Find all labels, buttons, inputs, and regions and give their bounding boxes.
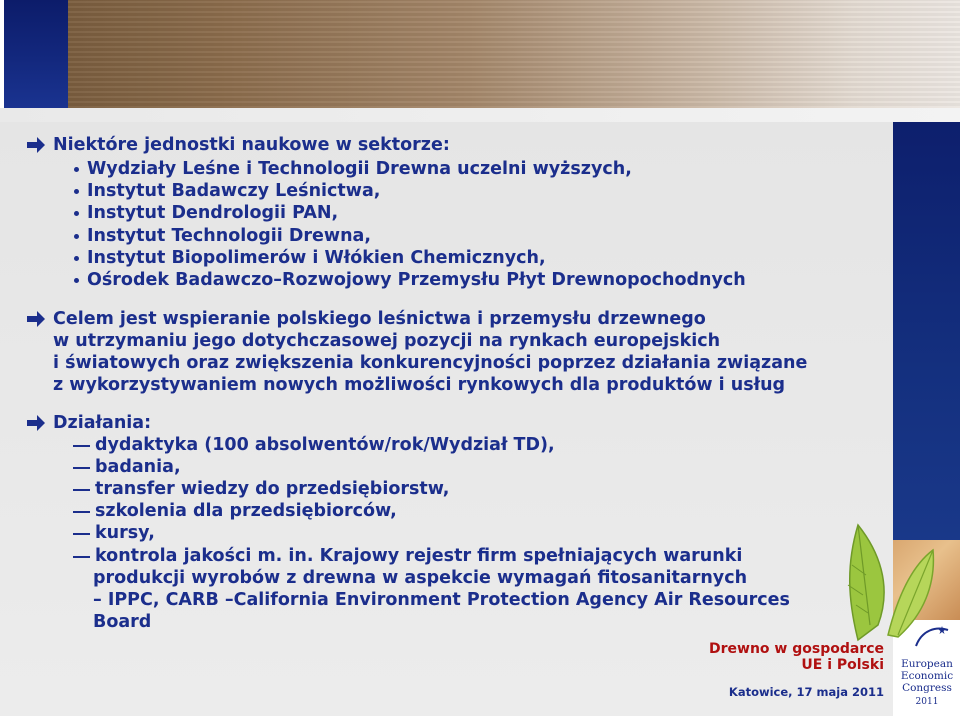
goal-line: w utrzymaniu jego dotychczasowej pozycji na rynkach europejskich — [53, 331, 721, 351]
dash-bullet — [73, 489, 90, 491]
bullet-dot — [74, 278, 79, 283]
dash-bullet — [73, 445, 90, 447]
footer-subtitle: UE i Polski — [801, 657, 884, 673]
actions-item: kursy, — [95, 523, 155, 543]
right-arrow-icon — [26, 135, 46, 155]
logo-year: 2011 — [915, 697, 939, 707]
logo-line: Economic — [900, 670, 954, 682]
bullet-dot — [74, 211, 79, 216]
header-wood-banner — [68, 0, 960, 108]
header-blue-block — [4, 0, 68, 108]
actions-item: dydaktyka (100 absolwentów/rok/Wydział TD), — [95, 435, 555, 455]
dash-bullet — [73, 533, 90, 535]
dash-bullet — [73, 511, 90, 513]
logo-line: Congress — [902, 682, 952, 694]
bullet-dot — [74, 234, 79, 239]
dash-bullet — [73, 467, 90, 469]
units-heading: Niektóre jednostki naukowe w sektorze: — [53, 135, 450, 155]
header-divider — [0, 108, 960, 122]
star-icon — [912, 624, 952, 654]
actions-continuation: Board — [93, 612, 152, 632]
bullet-dot — [74, 256, 79, 261]
units-item: Wydziały Leśne i Technologii Drewna uczelni wyższych, — [87, 159, 632, 179]
logo-line: European — [901, 658, 953, 670]
footer-title: Drewno w gospodarce — [709, 641, 884, 657]
bullet-dot — [74, 189, 79, 194]
units-item: Instytut Biopolimerów i Włókien Chemicznych, — [87, 248, 546, 268]
actions-item: kontrola jakości m. in. Krajowy rejestr firm spełniających warunki — [95, 546, 743, 566]
units-item: Instytut Badawczy Leśnictwa, — [87, 181, 381, 201]
actions-continuation: produkcji wyrobów z drewna w aspekcie wymagań fitosanitarnych — [93, 568, 748, 588]
actions-item: badania, — [95, 457, 181, 477]
actions-continuation: – IPPC, CARB –California Environment Protection Agency Air Resources — [93, 590, 790, 610]
dash-bullet — [73, 556, 90, 558]
units-item: Instytut Technologii Drewna, — [87, 226, 371, 246]
goal-line: i światowych oraz zwiększenia konkurencyjności poprzez działania związane — [53, 353, 808, 373]
actions-item: szkolenia dla przedsiębiorców, — [95, 501, 397, 521]
units-item: Instytut Dendrologii PAN, — [87, 203, 339, 223]
right-arrow-icon — [26, 413, 46, 433]
actions-item: transfer wiedzy do przedsiębiorstw, — [95, 479, 450, 499]
units-item: Ośrodek Badawczo–Rozwojowy Przemysłu Płyt Drewnopochodnych — [87, 270, 746, 290]
right-arrow-icon — [26, 309, 46, 329]
eec-logo — [894, 624, 960, 716]
footer-date: Katowice, 17 maja 2011 — [728, 685, 884, 699]
bullet-dot — [74, 167, 79, 172]
actions-heading: Działania: — [53, 413, 152, 433]
goal-line: z wykorzystywaniem nowych możliwości rynkowych dla produktów i usług — [53, 375, 786, 395]
goal-line: Celem jest wspieranie polskiego leśnictwa i przemysłu drzewnego — [53, 309, 706, 329]
